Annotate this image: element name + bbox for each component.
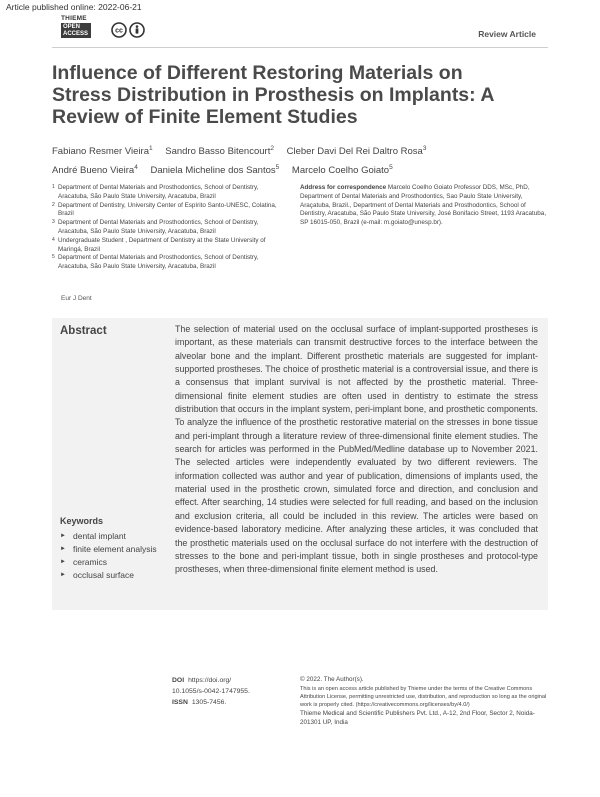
logo-open-text: OPEN	[63, 24, 81, 30]
thieme-open-access-logo	[61, 15, 91, 43]
author-list	[52, 141, 532, 179]
svg-text:cc: cc	[115, 27, 123, 35]
issn-value: 1305-7456.	[191, 699, 227, 706]
doi-link[interactable]: https://doi.org/	[188, 677, 232, 684]
affiliation: 5 Department of Dental Materials and Prosthodontics, School of Dentistry, Aracatuba, São Paulo State University, Aracatuba, Brazil	[52, 254, 259, 271]
correspondence-label: Address for correspondence	[300, 184, 387, 191]
license-text: This is an open access article published by Thieme under the terms of the Creative Commons Attribution License, permitting unrestricted use, distribution, and reproduction so long as the original work is properly cited. (https://creativecommons.org/licenses/by/4.0/)	[300, 685, 547, 708]
copyright-text: © 2022. The Author(s).	[300, 676, 364, 683]
logo-access-text: ACCESS	[63, 30, 89, 37]
logo-open-access-badge	[61, 23, 91, 38]
abstract-heading: Abstract	[60, 325, 107, 337]
author: Fabiano Resmer Vieira$^1$	[52, 145, 153, 158]
keyword-item: ► ceramics	[60, 556, 170, 569]
doi-label: DOI	[172, 677, 185, 684]
article-title: Influence of Different Restoring Materials on Stress Distribution in Prosthesis on Implants: A Review of Finite Element Studies	[52, 62, 494, 128]
published-date: Article published online: 2022-06-21	[6, 2, 142, 12]
doi-number: 10.1055/s-0042-1747955.	[172, 688, 250, 695]
publisher-text: Thieme Medical and Scientific Publishers Pvt. Ltd., A-12, 2nd Floor, Sector 2, Noida-201301 UP, India	[300, 709, 535, 726]
affiliations	[52, 184, 287, 272]
article-type: Review Article	[478, 29, 536, 39]
affiliation: 2 Department of Dentistry, University Center of Espírito Santo-UNESC, Colatina, Brazil	[52, 201, 277, 218]
doi-block	[172, 675, 250, 708]
keyword-item: ► occlusal surface	[60, 569, 170, 582]
keywords-list	[60, 530, 170, 582]
logo-thieme-text: THIEME	[61, 15, 87, 22]
affiliation: 1 Department of Dental Materials and Prosthodontics, School of Dentistry, Aracatuba, São Paulo State University, Aracatuba, Brazil	[52, 184, 259, 200]
author: Daniela Micheline dos Santos$^5$	[150, 164, 280, 177]
affiliation: 3 Department of Dental Materials and Prosthodontics, School of Dentistry, Aracatuba, São Paulo State University, Aracatuba, Brazil	[52, 219, 259, 235]
correspondence-text: Marcelo Coelho Goiato Professor DDS, MSc, PhD, Department of Dental Materials and Prosthodontics, Sao Paulo State University, Araçatuba, Brazil., Department of Dental Materials and Prosthodontics, School of Dentistry, Aracatuba, São Paulo State University, José Bonifacio Street, 1193 Aracatuba, SP 16015-050, Brazil (e-mail: m.goiato@unesp.br).	[300, 184, 547, 227]
keyword-item: ► finite element analysis	[60, 543, 170, 556]
abstract-text: The selection of material used on the occlusal surface of implant-supported prostheses is important, as these materials can transmit destructive forces to the interface between the alveolar bone and the implant. Different prosthetic materials are suggested for implant-supported prostheses. The choice of prosthetic material is a controversial issue, and there is a consensus that implant survival is not affected by the prosthetic material. Three-dimensional finite element studies are often used in dentistry to estimate the stress distribution that occurs in the implant system, peri-implant bone, and prosthetic components. To analyze the influence of the prosthetic restorative material on the stresses in bone tissue and peri-implant through a literature review of three-dimensional finite element studies. The search for articles was performed in the PubMed/Medline database up to November 2021. The selected articles were independently evaluated by two different reviewers. The information collected was author and year of publication, dimensions of implants used, the material used in the prosthetic crown, simulated force and direction, and conclusion and effect. After searching, 14 studies were selected for full reading, and based on the inclusion and exclusion criteria, all could be included in this review. The articles were based on evidence-based laboratory medicine. After analyzing these articles, it was concluded that the prosthetic materials used on the occlusal surface do not interfere with the destruction of stresses to the bone and peri-implant tissue, both in single prostheses and protocol-type prostheses, when three-dimensional finite element method is used.	[175, 324, 538, 575]
header-divider	[52, 47, 548, 48]
correspondence-address	[300, 184, 548, 228]
affiliation: 4 Undergraduate Student , Department of Dentistry at the State University of Maringá, Brazil	[52, 236, 266, 253]
issn-label: ISSN	[172, 699, 188, 706]
journal-name: Eur J Dent	[61, 295, 92, 302]
creative-commons-icon	[111, 22, 151, 38]
author: André Bueno Vieira$^4$	[52, 164, 138, 177]
keyword-item: ► dental implant	[60, 530, 170, 543]
author: Sandro Basso Bitencourt$^2$	[165, 145, 274, 158]
license-block	[300, 675, 550, 728]
author: Cleber Davi Del Rei Daltro Rosa$^3$	[286, 145, 427, 158]
author: Marcelo Coelho Goiato$^5$	[291, 164, 393, 177]
keywords-heading: Keywords	[60, 516, 104, 526]
